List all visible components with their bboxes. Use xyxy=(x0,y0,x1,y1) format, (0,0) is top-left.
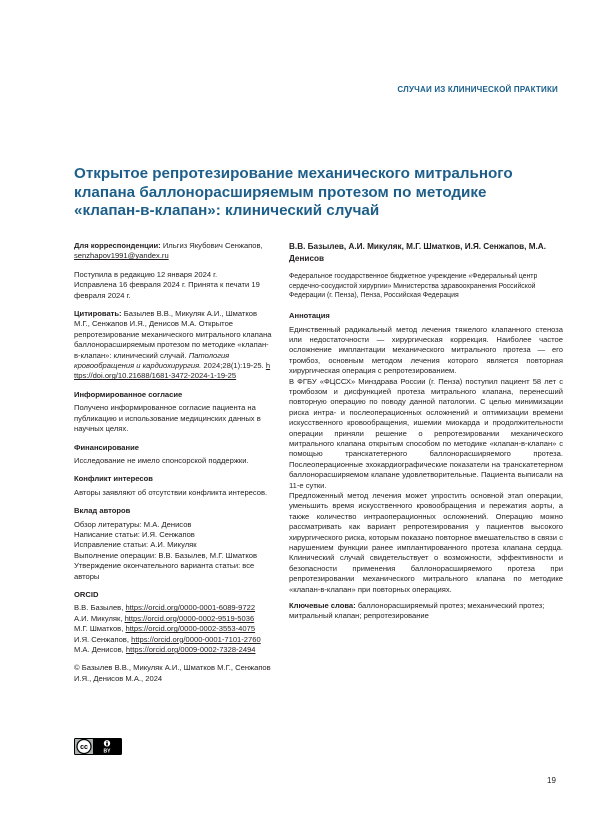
article-dates xyxy=(74,270,272,301)
by-icon-text: BY xyxy=(103,748,111,755)
correspondence-email[interactable]: senzhapov1991@yandex.ru xyxy=(74,251,169,261)
citation-text: Базылев В.В., Микуляк А.И., Шматков М.Г., Сенжапов И.Я., Денисов М.А. Открытое репротезирование механического митрального клапана баллонорасширяемым протезом по методике «клапан-в-клапан»: клинический случай. xyxy=(74,309,272,360)
keywords-label: Ключевые слова: xyxy=(289,601,356,611)
orcid-entry xyxy=(74,614,272,624)
citation-label: Цитировать: xyxy=(74,309,122,319)
author-list: В.В. Базылев, А.И. Микуляк, М.Г. Шматков, И.Я. Сенжапов, М.А. Денисов xyxy=(289,242,546,263)
correspondence-label: Для корреспонденции: xyxy=(74,241,161,250)
orcid-author: В.В. Базылев, xyxy=(74,603,124,613)
abstract-paragraph: Предложенный метод лечения может упростить основной этап операции, уменьшить время искусственного кровообращения и пережатия аорты, а также количество интраоперационных осложнений. Операцию можно рассматривать как вариант репротезирования у пациентов высокого хирургического риска, которым показано повторное вмешательство в связи с нарушением функции ранее имплантированного протеза клапана сердца. Клинический случай свидетельствует о возможности, эффективности и безопасности применения баллонорасширяемого протеза при репротезировании механического митрального клапана по методике «клапан-в-клапан» при повторных операциях. xyxy=(289,491,563,594)
consent-text: Получено информированное согласие пациента на публикацию и использование медицинских данных в научных целях. xyxy=(74,403,261,434)
keywords xyxy=(289,601,563,622)
consent-heading: Информированное согласие xyxy=(74,389,183,399)
funding-text: Исследование не имело спонсорской поддержки. xyxy=(74,455,249,465)
article-title: Открытое репротезирование механического митрального клапана баллонорасширяемым протезом по методике «клапан-в-клапан»: клинический случай xyxy=(74,165,513,219)
orcid-author: А.И. Микуляк, xyxy=(74,613,123,623)
cc-icon-text: cc xyxy=(80,744,88,751)
contribution-list xyxy=(74,520,272,582)
received-date: Поступила в редакцию 12 января 2024 г. xyxy=(74,269,218,279)
orcid-author: М.А. Денисов, xyxy=(74,645,124,654)
contribution-heading: Вклад авторов xyxy=(74,506,131,516)
orcid-list xyxy=(74,603,272,655)
left-column xyxy=(74,241,272,692)
orcid-entry xyxy=(74,624,272,634)
contribution-line: Обзор литературы: М.А. Денисов xyxy=(74,519,192,529)
orcid-entry xyxy=(74,603,272,613)
copyright: © Базылев В.В., Микуляк А.И., Шматков М.Г., Сенжапов И.Я., Денисов М.А., 2024 xyxy=(74,663,271,683)
citation xyxy=(74,309,272,382)
section-label: СЛУЧАИ ИЗ КЛИНИЧЕСКОЙ ПРАКТИКИ xyxy=(397,85,558,94)
conflict-text: Авторы заявляют об отсутствии конфликта интересов. xyxy=(74,487,268,497)
page-number: 19 xyxy=(547,776,556,785)
conflict-heading: Конфликт интересов xyxy=(74,474,153,484)
cc-by-license-icon[interactable] xyxy=(74,738,122,755)
orcid-link[interactable]: https://orcid.org/0000-0002-3553-4075 xyxy=(125,624,256,634)
orcid-link[interactable]: https://orcid.org/0000-0001-7101-2760 xyxy=(131,634,261,644)
orcid-heading: ORCID xyxy=(74,589,99,599)
orcid-entry xyxy=(74,635,272,645)
orcid-author: И.Я. Сенжапов, xyxy=(74,634,129,644)
citation-journal: Патология кровообращения и кардиохирургия. xyxy=(74,350,230,371)
correspondence xyxy=(74,241,272,262)
contribution-line: Выполнение операции: В.В. Базылев, М.Г. Шматков xyxy=(74,550,258,560)
abstract-paragraph: Единственный радикальный метод лечения тяжелого клапанного стеноза или недостаточности — хирургическая коррекция. Наиболее частое осложнение имплантации механического митрального протеза — его тромбоз, основным методом лечения которого является повторная хирургическая операция с репротезированием. xyxy=(289,324,563,376)
citation-doi-link[interactable]: https://doi.org/10.21688/1681-3472-2024-1-19-25 xyxy=(74,361,271,381)
right-column xyxy=(289,241,563,622)
orcid-link[interactable]: https://orcid.org/0000-0001-6089-9722 xyxy=(125,603,256,613)
orcid-author: М.Г. Шматков, xyxy=(74,624,124,634)
abstract-heading: Аннотация xyxy=(289,311,330,321)
funding-heading: Финансирование xyxy=(74,442,139,452)
contribution-line: Исправление статьи: А.И. Микуляк xyxy=(74,540,197,550)
keywords-text: баллонорасширяемый протез; механический протез; митральный клапан; репротезирование xyxy=(289,601,545,621)
orcid-link[interactable]: https://orcid.org/0000-0002-9519-5036 xyxy=(124,613,255,623)
correspondence-name: Ильгиз Якубович Сенжапов, xyxy=(162,241,263,250)
citation-details: 2024;28(1):19-25. xyxy=(203,361,264,371)
abstract-paragraph: В ФГБУ «ФЦССХ» Минздрава России (г. Пенза) поступил пациент 58 лет с тромбозом и дисфункцией протеза митрального клапана, перенесший повторную операцию по поводу данной патологии. С целью минимизации риска интра- и послеоперационных осложнений и оптимизации времени искусственного кровообращения, ишемии миокарда и продолжительности операции приняли решение о репротезировании механического митрального клапана открытым способом по методике «клапан-в-клапан» с помощью транскатетерного баллонорасширяемого протеза. Послеоперационные эхокардиографические показатели на транскатетерном баллонорасширяемом клапане удовлетворительные. Пациента выписали на 11-е сутки. xyxy=(289,376,563,490)
orcid-link[interactable]: https://orcid.org/0009-0002-7328-2494 xyxy=(125,645,256,654)
contribution-line: Утверждение окончательного варианта статьи: все авторы xyxy=(74,561,255,581)
affiliation: Федеральное государственное бюджетное учреждение «Федеральный центр сердечно-сосудистой хирургии» Министерства здравоохранения Российской Федерации (г. Пенза), Пенза, Российская Федерация xyxy=(289,273,538,300)
contribution-line: Написание статьи: И.Я. Сенжапов xyxy=(74,529,195,539)
orcid-entry xyxy=(74,645,272,655)
revised-date: Исправлена 16 февраля 2024 г. Принята к печати 19 февраля 2024 г. xyxy=(74,280,260,300)
